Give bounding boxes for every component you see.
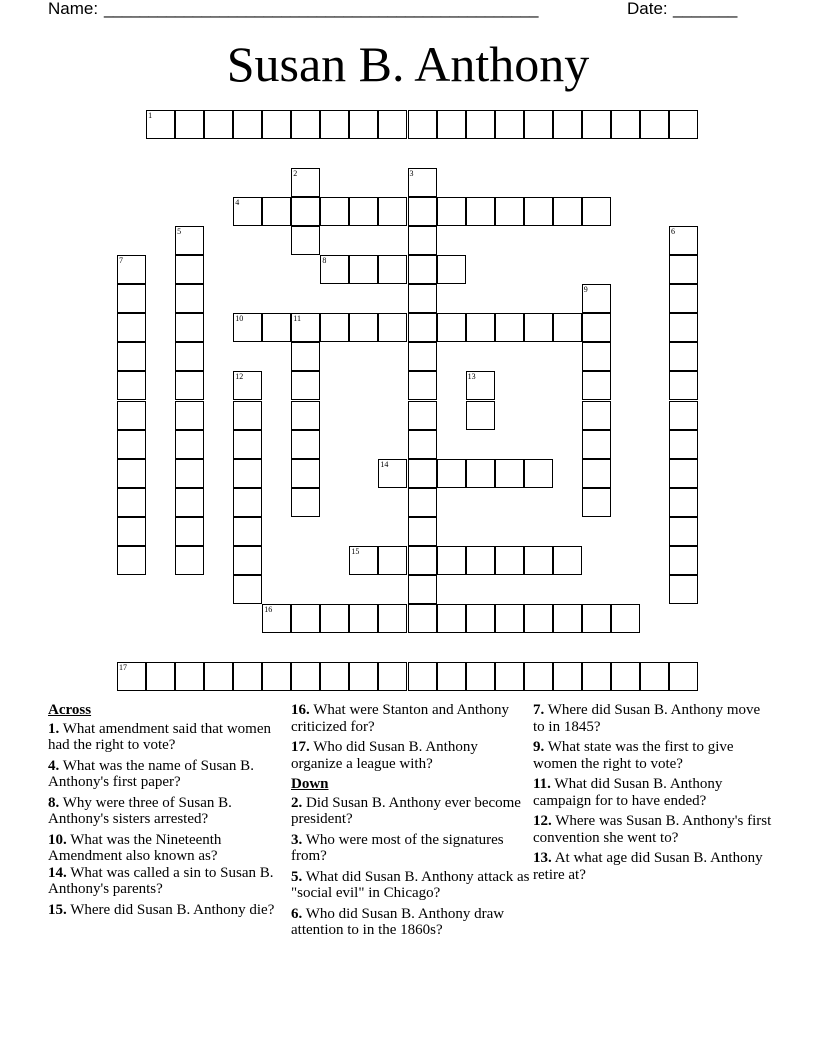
grid-cell[interactable] <box>378 546 407 575</box>
grid-cell[interactable] <box>117 546 146 575</box>
grid-cell[interactable] <box>524 662 553 691</box>
grid-cell[interactable] <box>175 284 204 313</box>
clue-number: 12 <box>235 372 244 382</box>
grid-cell[interactable] <box>175 313 204 342</box>
grid-cell[interactable] <box>582 197 611 226</box>
clue-column-3 <box>533 702 773 887</box>
grid-cell[interactable] <box>582 662 611 691</box>
grid-cell[interactable] <box>291 604 320 633</box>
clue-number: 14 <box>380 459 389 469</box>
grid-cell[interactable] <box>495 662 524 691</box>
grid-cell[interactable] <box>582 371 611 400</box>
grid-cell[interactable] <box>291 313 320 342</box>
clue-number: 5 <box>177 227 182 237</box>
grid-cell[interactable] <box>437 255 466 284</box>
grid-cell[interactable] <box>669 371 698 400</box>
page-title: Susan B. Anthony <box>226 36 590 92</box>
grid-cell[interactable] <box>117 313 146 342</box>
grid-cell[interactable] <box>669 401 698 430</box>
grid-cell[interactable] <box>204 662 233 691</box>
grid-cell[interactable] <box>262 604 291 633</box>
grid-cell[interactable] <box>408 517 437 546</box>
grid-cell[interactable] <box>204 110 233 139</box>
grid-cell[interactable] <box>291 168 320 197</box>
clue-number: 2 <box>293 169 298 179</box>
clue-number: 3 <box>409 169 414 179</box>
grid-cell[interactable] <box>408 313 437 342</box>
grid-cell[interactable] <box>291 110 320 139</box>
clue-down-13: 13. At what age did Susan B. Anthony retire at? <box>533 850 763 883</box>
grid-cell[interactable] <box>669 284 698 313</box>
grid-cell[interactable] <box>349 197 378 226</box>
grid-cell[interactable] <box>175 401 204 430</box>
grid-cell[interactable] <box>669 255 698 284</box>
grid-cell[interactable] <box>175 662 204 691</box>
grid-cell[interactable] <box>378 313 407 342</box>
grid-cell[interactable] <box>117 284 146 313</box>
grid-cell[interactable] <box>175 517 204 546</box>
grid-cell[interactable] <box>262 110 291 139</box>
grid-cell[interactable] <box>582 110 611 139</box>
grid-cell[interactable] <box>117 662 146 691</box>
grid-cell[interactable] <box>582 401 611 430</box>
grid-cell[interactable] <box>175 488 204 517</box>
grid-cell[interactable] <box>582 604 611 633</box>
down-heading: Down <box>291 776 329 792</box>
grid-cell[interactable] <box>466 197 495 226</box>
grid-cell[interactable] <box>408 604 437 633</box>
grid-cell[interactable] <box>553 604 582 633</box>
grid-cell[interactable] <box>175 342 204 371</box>
grid-cell[interactable] <box>582 459 611 488</box>
clue-number: 16 <box>264 604 273 614</box>
grid-cell[interactable] <box>320 197 349 226</box>
grid-cell[interactable] <box>117 401 146 430</box>
grid-cell[interactable] <box>378 662 407 691</box>
grid-cell[interactable] <box>291 197 320 226</box>
grid-cell[interactable] <box>233 575 262 604</box>
grid-cell[interactable] <box>378 197 407 226</box>
clue-down-5: 5. What did Susan B. Anthony attack as "social evil" in Chicago? <box>291 868 530 901</box>
grid-cell[interactable] <box>582 430 611 459</box>
grid-cell[interactable] <box>408 546 437 575</box>
grid-cell[interactable] <box>175 459 204 488</box>
grid-cell[interactable] <box>582 488 611 517</box>
grid-cell[interactable] <box>378 604 407 633</box>
grid-cell[interactable] <box>553 662 582 691</box>
date-label: Date: <box>627 0 668 18</box>
date-blank-line[interactable]: _______ <box>673 0 738 18</box>
grid-cell[interactable] <box>291 459 320 488</box>
grid-cell[interactable] <box>117 488 146 517</box>
grid-cell[interactable] <box>495 546 524 575</box>
clue-down-2: 2. Did Susan B. Anthony ever become president? <box>291 794 521 827</box>
grid-cell[interactable] <box>408 662 437 691</box>
grid-cell[interactable] <box>582 313 611 342</box>
grid-cell[interactable] <box>320 313 349 342</box>
grid-cell[interactable] <box>553 110 582 139</box>
clue-down-7: 7. Where did Susan B. Anthony move to in 1845? <box>533 702 761 735</box>
grid-cell[interactable] <box>553 313 582 342</box>
grid-cell[interactable] <box>408 110 437 139</box>
grid-cell[interactable] <box>378 255 407 284</box>
grid-cell[interactable] <box>495 313 524 342</box>
grid-cell[interactable] <box>524 459 553 488</box>
clue-number: 10 <box>235 314 244 324</box>
clue-across-4: 4. What was the name of Susan B. Anthony's first paper? <box>48 757 254 790</box>
grid-cell[interactable] <box>291 401 320 430</box>
grid-cell[interactable] <box>175 226 204 255</box>
grid-cell[interactable] <box>117 342 146 371</box>
grid-cell[interactable] <box>408 488 437 517</box>
clue-number: 9 <box>583 285 588 295</box>
grid-cell[interactable] <box>291 342 320 371</box>
grid-cell[interactable] <box>611 604 640 633</box>
grid-cell[interactable] <box>408 197 437 226</box>
grid-cell[interactable] <box>233 546 262 575</box>
clue-number: 6 <box>671 227 675 237</box>
clue-column-1 <box>48 702 288 922</box>
grid-cell[interactable] <box>437 546 466 575</box>
clue-number: 1 <box>148 111 153 120</box>
grid-cell[interactable] <box>437 459 466 488</box>
grid-cell[interactable] <box>262 197 291 226</box>
grid-cell[interactable] <box>233 371 262 400</box>
grid-cell[interactable] <box>524 546 553 575</box>
grid-cell[interactable] <box>466 604 495 633</box>
clue-down-6: 6. Who did Susan B. Anthony draw attention to in the 1860s? <box>291 905 505 938</box>
grid-cell[interactable] <box>408 168 437 197</box>
grid-cell[interactable] <box>233 459 262 488</box>
grid-cell[interactable] <box>233 197 262 226</box>
grid-cell[interactable] <box>669 488 698 517</box>
grid-cell[interactable] <box>582 284 611 313</box>
grid-cell[interactable] <box>553 546 582 575</box>
grid-cell[interactable] <box>117 255 146 284</box>
grid-cell[interactable] <box>349 662 378 691</box>
grid-cell[interactable] <box>320 255 349 284</box>
grid-cell[interactable] <box>437 313 466 342</box>
clue-number: 8 <box>322 256 327 266</box>
grid-cell[interactable] <box>291 430 320 459</box>
grid-cell[interactable] <box>233 517 262 546</box>
grid-cell[interactable] <box>640 110 669 139</box>
grid-cell[interactable] <box>233 662 262 691</box>
grid-cell[interactable] <box>378 110 407 139</box>
grid-cell[interactable] <box>437 197 466 226</box>
grid-cell[interactable] <box>349 110 378 139</box>
grid-cell[interactable] <box>146 662 175 691</box>
grid-cell[interactable] <box>669 110 698 139</box>
grid-cell[interactable] <box>495 604 524 633</box>
grid-cell[interactable] <box>320 604 349 633</box>
grid-cell[interactable] <box>117 371 146 400</box>
grid-cell[interactable] <box>262 662 291 691</box>
grid-cell[interactable] <box>262 313 291 342</box>
grid-cell[interactable] <box>640 662 669 691</box>
grid-cell[interactable] <box>611 110 640 139</box>
grid-cell[interactable] <box>466 546 495 575</box>
clue-across-17: 17. Who did Susan B. Anthony organize a league with? <box>291 739 478 772</box>
clue-number: 11 <box>293 314 301 324</box>
grid-cell[interactable] <box>408 255 437 284</box>
grid-cell[interactable] <box>320 662 349 691</box>
grid-cell[interactable] <box>117 430 146 459</box>
grid-cell[interactable] <box>466 459 495 488</box>
clue-across-1: 1. What amendment said that women had the right to vote? <box>48 720 272 753</box>
grid-cell[interactable] <box>495 459 524 488</box>
across-heading: Across <box>48 702 92 718</box>
grid-cell[interactable] <box>291 488 320 517</box>
clue-across-14: 14. What was called a sin to Susan B. Anthony's parents? <box>48 864 274 897</box>
grid-cell[interactable] <box>408 459 437 488</box>
grid-cell[interactable] <box>437 110 466 139</box>
grid-cell[interactable] <box>466 371 495 400</box>
grid-cell[interactable] <box>524 604 553 633</box>
grid-cell[interactable] <box>175 110 204 139</box>
grid-cell[interactable] <box>291 662 320 691</box>
grid-cell[interactable] <box>233 430 262 459</box>
grid-cell[interactable] <box>466 401 495 430</box>
clue-number: 4 <box>235 198 240 208</box>
grid-cell[interactable] <box>669 430 698 459</box>
grid-cell[interactable] <box>233 488 262 517</box>
name-blank-line[interactable]: _________________________________________________ <box>104 0 538 18</box>
grid-cell[interactable] <box>553 197 582 226</box>
grid-cell[interactable] <box>437 662 466 691</box>
grid-cell[interactable] <box>408 575 437 604</box>
clue-across-15: 15. Where did Susan B. Anthony die? <box>48 901 275 918</box>
grid-cell[interactable] <box>175 546 204 575</box>
grid-cell[interactable] <box>582 342 611 371</box>
grid-cell[interactable] <box>669 459 698 488</box>
grid-cell[interactable] <box>669 575 698 604</box>
clue-down-3: 3. Who were most of the signatures from? <box>291 831 504 864</box>
grid-cell[interactable] <box>524 110 553 139</box>
clue-number: 7 <box>119 256 123 266</box>
grid-cell[interactable] <box>146 110 175 139</box>
grid-cell[interactable] <box>524 197 553 226</box>
grid-cell[interactable] <box>408 401 437 430</box>
clue-column-2 <box>291 702 531 943</box>
grid-cell[interactable] <box>117 459 146 488</box>
grid-cell[interactable] <box>378 459 407 488</box>
grid-cell[interactable] <box>611 662 640 691</box>
grid-cell[interactable] <box>669 226 698 255</box>
grid-cell[interactable] <box>408 284 437 313</box>
grid-cell[interactable] <box>669 546 698 575</box>
grid-cell[interactable] <box>175 430 204 459</box>
grid-cell[interactable] <box>408 226 437 255</box>
grid-cell[interactable] <box>233 110 262 139</box>
clue-number: 13 <box>467 372 476 382</box>
grid-cell[interactable] <box>349 313 378 342</box>
clue-across-8: 8. Why were three of Susan B. Anthony's sisters arrested? <box>48 794 232 827</box>
grid-cell[interactable] <box>291 226 320 255</box>
grid-cell[interactable] <box>408 371 437 400</box>
grid-cell[interactable] <box>669 662 698 691</box>
clue-number: 15 <box>351 546 360 556</box>
name-label: Name: <box>48 0 99 18</box>
grid-cell[interactable] <box>320 110 349 139</box>
grid-cell[interactable] <box>669 342 698 371</box>
grid-cell[interactable] <box>495 110 524 139</box>
grid-cell[interactable] <box>233 401 262 430</box>
grid-cell[interactable] <box>175 371 204 400</box>
grid-cell[interactable] <box>669 517 698 546</box>
grid-cell[interactable] <box>669 313 698 342</box>
grid-cell[interactable] <box>291 371 320 400</box>
clue-down-11: 11. What did Susan B. Anthony campaign for to have ended? <box>533 776 723 809</box>
grid-cell[interactable] <box>495 197 524 226</box>
grid-cell[interactable] <box>466 110 495 139</box>
grid-cell[interactable] <box>349 255 378 284</box>
grid-cell[interactable] <box>408 342 437 371</box>
grid-cell[interactable] <box>437 604 466 633</box>
grid-cell[interactable] <box>349 604 378 633</box>
grid-cell[interactable] <box>524 313 553 342</box>
grid-cell[interactable] <box>349 546 378 575</box>
clue-down-9: 9. What state was the first to give women the right to vote? <box>533 739 734 772</box>
clue-number: 17 <box>119 663 127 672</box>
grid-cell[interactable] <box>466 662 495 691</box>
grid-cell[interactable] <box>175 255 204 284</box>
grid-cell[interactable] <box>117 517 146 546</box>
clue-across-16: 16. What were Stanton and Anthony criticized for? <box>291 702 510 735</box>
clue-down-12: 12. Where was Susan B. Anthony's first convention she went to? <box>533 813 772 846</box>
clue-across-10: 10. What was the Nineteenth Amendment also known as? <box>48 831 222 864</box>
grid-cell[interactable] <box>466 313 495 342</box>
grid-cell[interactable] <box>233 313 262 342</box>
grid-cell[interactable] <box>408 430 437 459</box>
